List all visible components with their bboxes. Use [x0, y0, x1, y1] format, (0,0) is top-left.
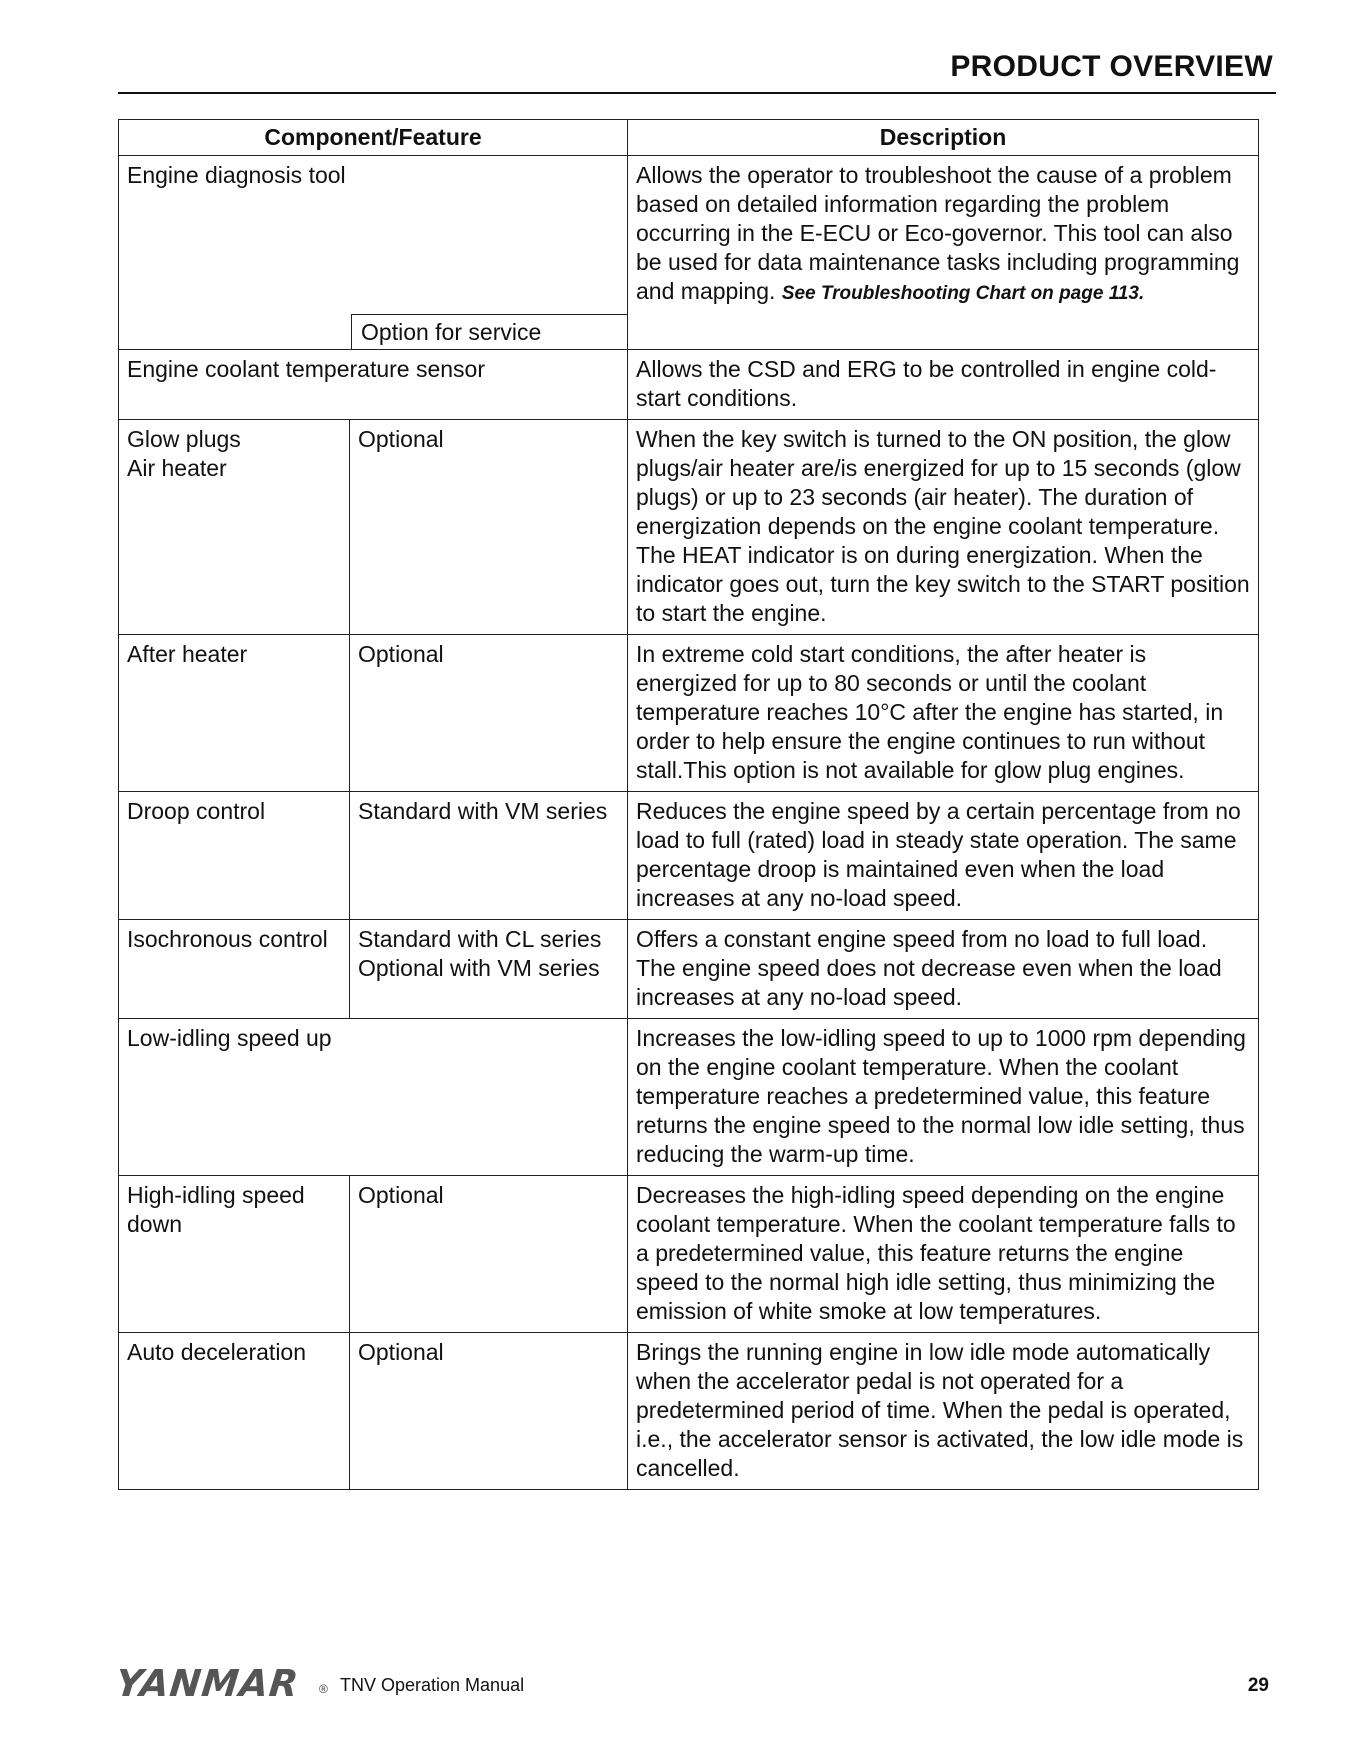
availability: Optional	[350, 1176, 628, 1333]
description-text: Brings the running engine in low idle mode automatically when the accelerator pedal is not operated for a predetermined period of time. When the pedal is operated, i.e., the accelerator sensor is activated, the low idle mode is cancelled.	[628, 1333, 1259, 1490]
column-header-description: Description	[628, 120, 1259, 156]
description-text: Increases the low-idling speed to up to 1000 rpm depending on the engine coolant temperature. When the coolant temperature reaches a predetermined value, this feature returns the engine speed to the normal low idle setting, thus reducing the warm-up time.	[628, 1019, 1259, 1176]
description-text: In extreme cold start conditions, the after heater is energized for up to 80 seconds or until the coolant temperature reaches 10°C after the engine has started, in order to help ensure the engine continues to run without stall.This option is not available for glow plug engines.	[628, 635, 1259, 792]
description-text: Offers a constant engine speed from no load to full load. The engine speed does not decrease even when the load increases at any no-load speed.	[628, 920, 1259, 1019]
yanmar-logo: YANMAR	[113, 1662, 302, 1705]
availability-cell	[350, 920, 628, 1019]
availability: Standard with VM series	[350, 792, 628, 920]
manual-title: TNV Operation Manual	[340, 1675, 525, 1695]
page-reference: See Troubleshooting Chart on page 113.	[781, 283, 1145, 304]
table-row	[119, 920, 1259, 1019]
component-name: down	[127, 1211, 182, 1237]
component-name: Isochronous control	[119, 920, 350, 1019]
page-number: 29	[1247, 1675, 1269, 1696]
header-rule	[118, 92, 1276, 94]
component-name: Auto deceleration	[119, 1333, 350, 1490]
page-title: PRODUCT OVERVIEW	[950, 50, 1273, 83]
component-name: After heater	[119, 635, 350, 792]
component-name: Engine coolant temperature sensor	[119, 350, 628, 420]
table-row	[119, 1176, 1259, 1333]
component-cell	[119, 420, 350, 635]
description-text: Allows the operator to troubleshoot the cause of a problem based on detailed information regarding the problem occurring in the E-ECU or Eco-governor. This tool can also be used for data maintenance tasks including programming and mapping.	[636, 162, 1240, 304]
component-name: Air heater	[127, 455, 227, 481]
registered-mark: ®	[319, 1682, 328, 1696]
table-row	[119, 350, 1259, 420]
description-text: Allows the CSD and ERG to be controlled in engine cold-start conditions.	[628, 350, 1259, 420]
availability: Optional	[350, 635, 628, 792]
table-row	[119, 792, 1259, 920]
availability: Standard with CL series	[358, 926, 602, 952]
description-text: When the key switch is turned to the ON position, the glow plugs/air heater are/is energized for up to 15 seconds (glow plugs) or up to 23 seconds (air heater). The duration of energization depends on the engine coolant temperature. The HEAT indicator is on during energization. When the indicator goes out, turn the key switch to the START position to start the engine.	[628, 420, 1259, 635]
table-row	[119, 1019, 1259, 1176]
component-name: High-idling speed	[127, 1182, 305, 1208]
component-table	[118, 119, 1259, 1490]
availability: Optional	[350, 420, 628, 635]
table-row	[119, 1333, 1259, 1490]
table-header-row	[119, 120, 1259, 156]
component-name: Low-idling speed up	[119, 1019, 628, 1176]
table-row	[119, 420, 1259, 635]
table-row	[119, 635, 1259, 792]
component-name: Engine diagnosis tool	[127, 162, 346, 188]
availability: Optional	[350, 1333, 628, 1490]
description-cell	[628, 156, 1259, 350]
availability-note: Option for service	[351, 314, 628, 350]
description-text: Decreases the high-idling speed depending on the engine coolant temperature. When the coolant temperature falls to a predetermined value, this feature returns the engine speed to the normal high idle setting, thus minimizing the emission of white smoke at low temperatures.	[628, 1176, 1259, 1333]
component-name: Glow plugs	[127, 426, 241, 452]
table-row	[119, 156, 1259, 350]
component-cell	[119, 156, 628, 350]
description-text: Reduces the engine speed by a certain percentage from no load to full (rated) load in steady state operation. The same percentage droop is maintained even when the load increases at any no-load speed.	[628, 792, 1259, 920]
availability: Optional with VM series	[358, 955, 600, 981]
component-name: Droop control	[119, 792, 350, 920]
component-cell	[119, 1176, 350, 1333]
column-header-component: Component/Feature	[119, 120, 628, 156]
